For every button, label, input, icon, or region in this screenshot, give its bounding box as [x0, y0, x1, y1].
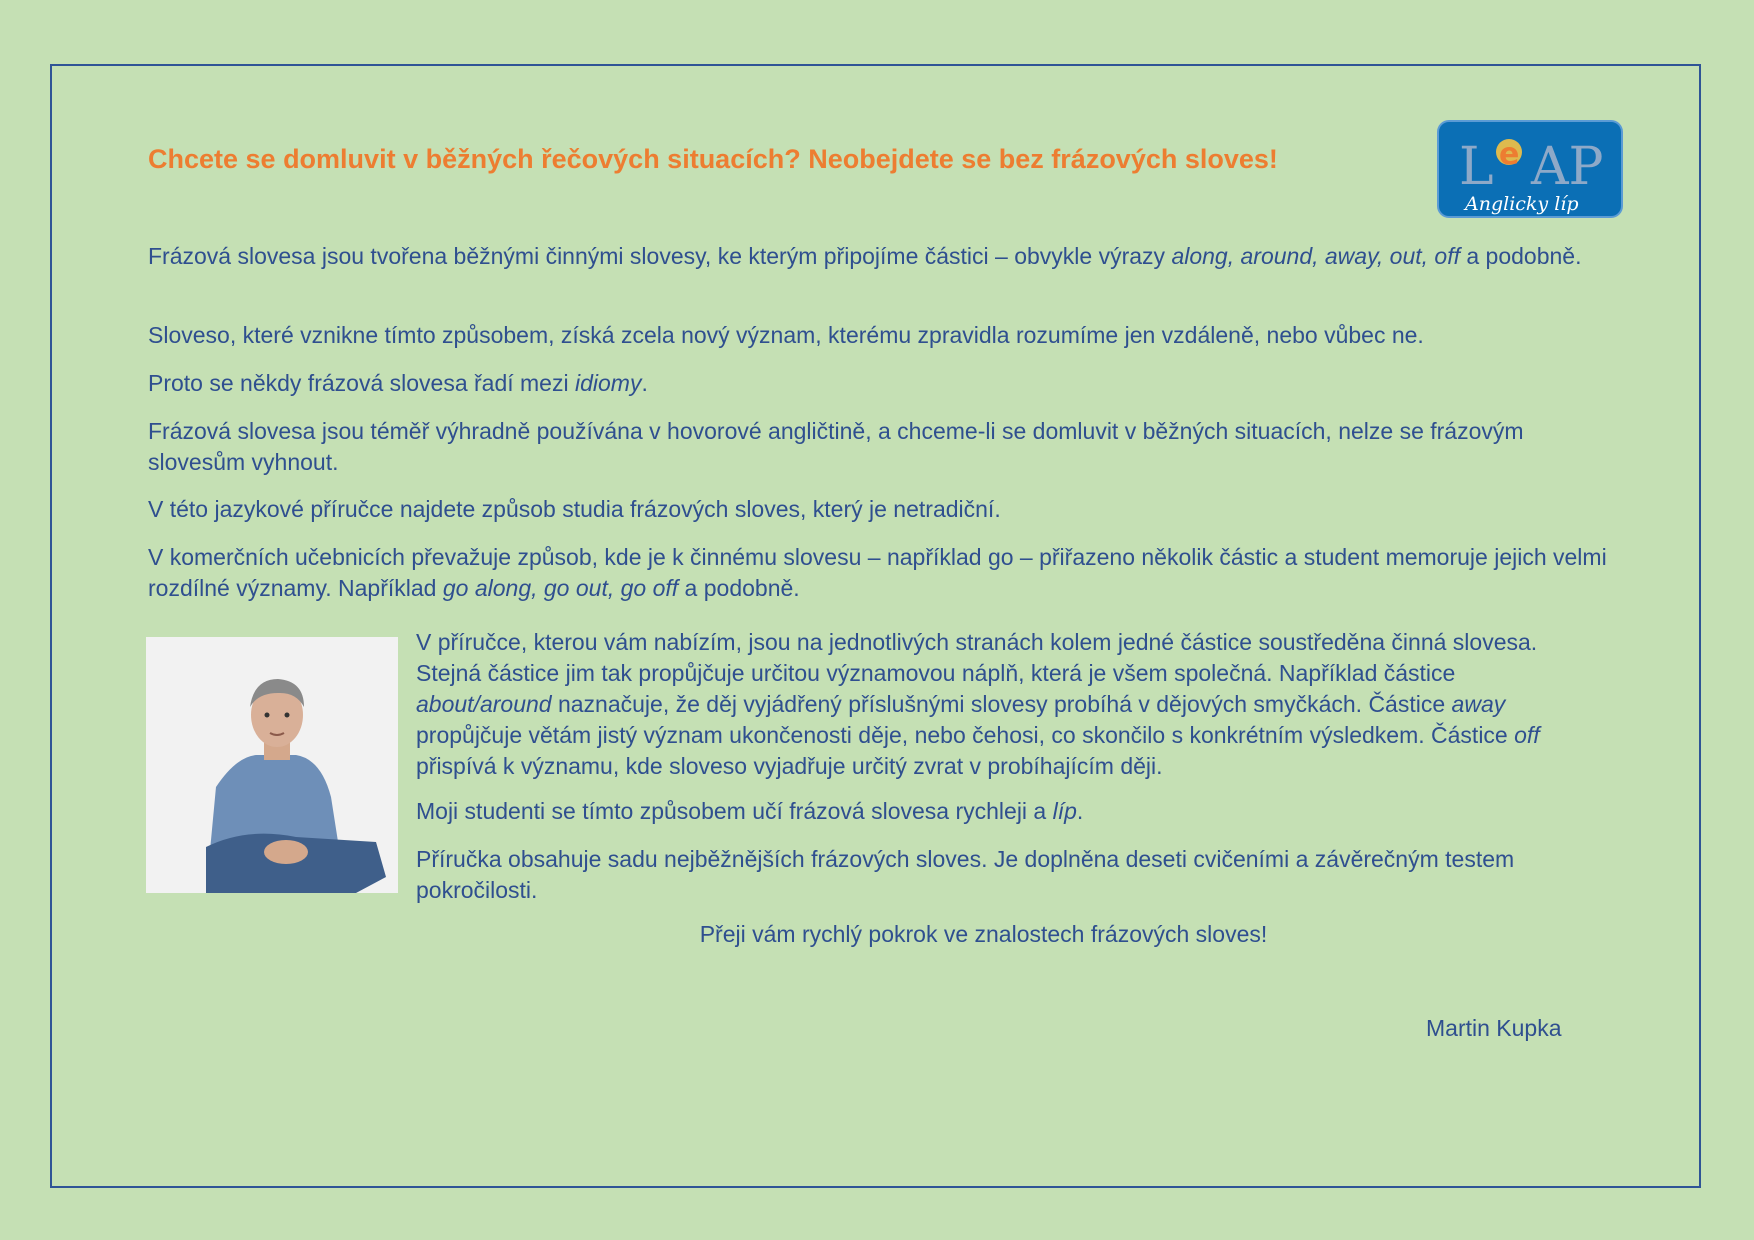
paragraph-3: Proto se někdy frázová slovesa řadí mezi idiomy.: [148, 370, 648, 396]
paragraph-7: V příručce, kterou vám nabízím, jsou na jednotlivých stranách kolem jedné částice soustředěna činná slovesa. Stejná částice jim tak propůjčuje určitou významovou náplň, která je všem společná. Například částice about/around naznačuje, že děj vyjádřený příslušnými slovesy probíhá v dějových smyčkách. Částice away propůjčuje větám jistý význam ukončenosti děje, nebo čehosi, co skončilo s konkrétním výsledkem. Částice off přispívá k významu, kde sloveso vyjadřuje určitý zvrat v probíhajícím ději.: [416, 629, 1540, 779]
paragraph-4: Frázová slovesa jsou téměř výhradně používána v hovorové angličtině, a chceme-li se domluvit v běžných situacích, nelze se frázovým slovesům vyhnout.: [148, 418, 1524, 475]
author-signature: Martin Kupka: [1426, 1015, 1562, 1041]
logo-letter-l: L: [1459, 137, 1494, 197]
paragraph-1: Frázová slovesa jsou tvořena běžnými činnými slovesy, ke kterým připojíme částici – obvykle výrazy along, around, away, out, off a podobně.: [148, 243, 1582, 269]
paragraph-2: Sloveso, které vznikne tímto způsobem, získá zcela nový význam, kterému zpravidla rozumíme jen vzdáleně, nebo vůbec ne.: [148, 322, 1424, 348]
page-title: Chcete se domluvit v běžných řečových situacích? Neobejdete se bez frázových sloves!: [148, 144, 1278, 174]
paragraph-6: V komerčních učebnicích převažuje způsob, kde je k činnému slovesu – například go – přiřazeno několik částic a student memoruje jejich velmi rozdílné významy. Například go along, go out, go off a podobně.: [148, 544, 1607, 601]
logo-tagline: Anglicky líp: [1465, 193, 1579, 215]
paragraph-8: Moji studenti se tímto způsobem učí frázová slovesa rychleji a líp.: [416, 798, 1084, 824]
author-portrait-image: [146, 637, 398, 893]
logo-letter-e: e: [1499, 137, 1520, 172]
closing-wish: Přeji vám rychlý pokrok ve znalostech frázových sloves!: [699, 921, 1268, 947]
leap-logo-icon: [1439, 122, 1625, 220]
leap-logo: [1437, 120, 1623, 218]
logo-letters-ap: AP: [1531, 137, 1604, 197]
paragraph-9: Příručka obsahuje sadu nejběžnějších frázových sloves. Je doplněna deseti cvičeními a závěrečným testem pokročilosti.: [416, 846, 1515, 903]
paragraph-5: V této jazykové příručce najdete způsob studia frázových sloves, který je netradiční.: [148, 496, 1001, 522]
author-photo: [146, 637, 398, 893]
